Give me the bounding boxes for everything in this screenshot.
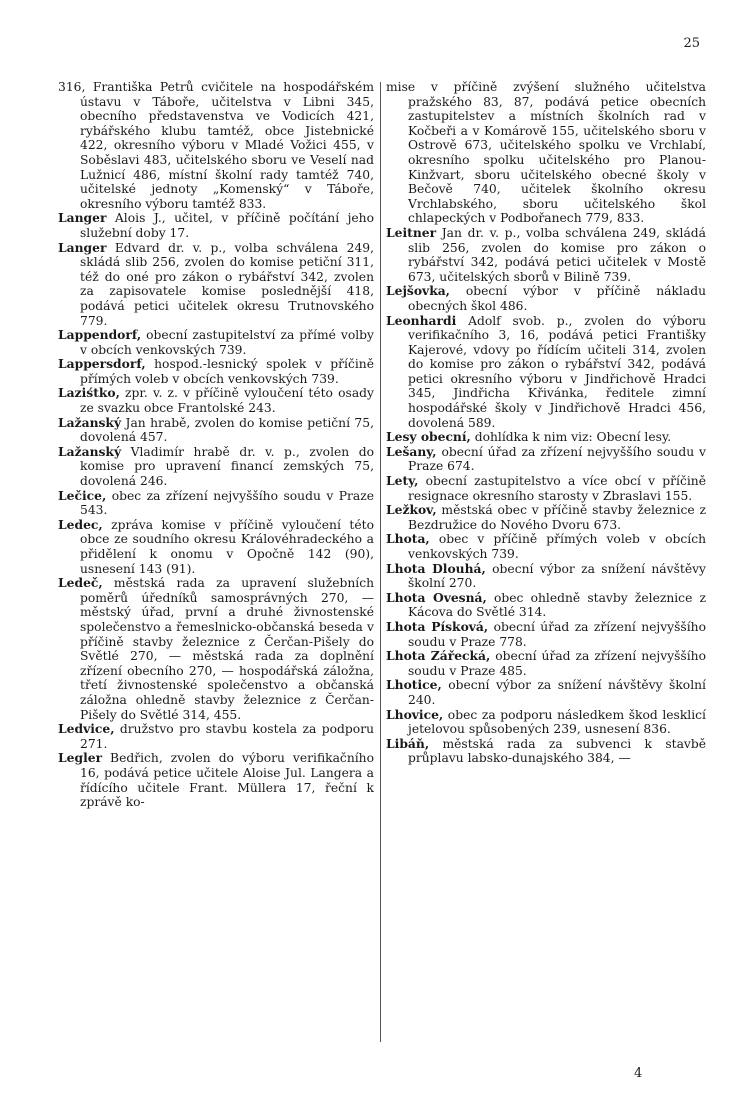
index-entry: Lešany, obecní úřad za zřízení nejvyššího soudu v Praze 674.: [386, 443, 706, 474]
index-entry: mise v příčině zvýšení služného učitelstva pražského 83, 87, podává petice obecních zastupitelstev a místních školních rad v Kočbeři a v Komárově 155, učitelského sboru v Ostrově 673, učitelského spolku ve Vrchlabí, okresního spolku učitelského pro Planou-Kinžvart, sboru učitelského obecné školy v Bečově 740, učitelek školního okresu Vrchlabského, sboru učitelského škol chlapeckých v Podbořanech 779, 833.: [386, 80, 706, 226]
index-entry: Laziśtko, zpr. v. z. v příčině vyloučení této osady ze svazku obce Frantolské 243.: [58, 385, 374, 416]
index-entry: Ledec, zpráva komise v příčině vyloučení této obce ze soudního okresu Královéhradeckého a přidělení k onomu v Opočně 142 (90), usnesení 143 (91).: [58, 516, 374, 576]
index-entry: Ledeč, městská rada za upravení služebních poměrů úředníků samosprávných 270, — městský úřad, první a druhé živnostenské společenstvo a řemeslnicko-občanská beseda v příčině stavby železnice z Čerčan-Pišely do Světlé 270, — městská rada za doplnění zřízení obecního 270, — hospodářská záložna, třetí živnostenské společenstvo a občanská záložna ohledně stavby železnice z Čerčan-Pišely do Světlé 314, 455.: [58, 575, 374, 722]
index-entry: Lhota, obec v příčině přímých voleb v obcích venkovských 739.: [386, 531, 706, 561]
column-divider: [380, 82, 381, 1042]
index-entry: Ležkov, městská obec v příčině stavby železnice z Bezdružice do Nového Dvoru 673.: [386, 502, 706, 532]
index-entry: Lhota Ovesná, obec ohledně stavby železnice z Kácova do Světlé 314.: [386, 589, 706, 620]
index-entry: Langer Alois J., učitel, v příčině počítání jeho služební doby 17.: [58, 210, 374, 240]
index-entry: Ledvice, družstvo pro stavbu kostela za podporu 271.: [58, 721, 374, 751]
index-entry: Lappendorf, obecní zastupitelství za přímé volby v obcích venkovských 739.: [58, 327, 374, 357]
index-entry: Lety, obecní zastupitelstvo a více obcí v příčině resignace okresního starosty v Zbraslavi 155.: [386, 473, 706, 503]
index-column-left: [58, 80, 374, 810]
index-entry: Leonhardi Adolf svob. p., zvolen do výboru verifikačního 3, 16, podává petici Františky Kajerové, vdovy po řídícím učiteli 314, zvolen do komise pro zákon o rybářství 342, podává petici okresního výboru v Jindřichově Hradci 345, Jindřicha Křivánka, ředitele zimní hospodářské školy v Jindřichově Hradci 456, dovolená 589.: [386, 312, 706, 430]
index-entry: Lažanský Jan hrabě, zvolen do komise petiční 75, dovolená 457.: [58, 414, 374, 445]
index-entry: Lesy obecní, dohlídka k nim viz: Obecní lesy.: [386, 429, 672, 445]
index-entry: Lhovice, obec za podporu následkem škod lesklicí jetelovou spůsobených 239, usnesení 836.: [386, 706, 706, 737]
index-entry: Leitner Jan dr. v. p., volba schválena 249, skládá slib 256, zvolen do komise pro zákon o rybářství 342, podává petici učitelek v Mostě 673, učitelských sborů v Bilině 739.: [386, 224, 706, 284]
index-entry: Lhota Písková, obecní úřad za zřízení nejvyššího soudu v Praze 778.: [386, 618, 707, 649]
index-entry: Lhota Zářecká, obecní úřad za zřízení nejvyššího soudu v Praze 485.: [386, 648, 706, 678]
index-entry: Lappersdorf, hospod.-lesnický spolek v příčině přímých voleb v obcích venkovských 739.: [58, 356, 374, 386]
index-entry: Langer Edvard dr. v. p., volba schválena 249, skládá slib 256, zvolen do komise petiční 311, též do oné pro zákon o rybářství 342, zvolen za zapisovatele komise poslednější 418, podává petici učitelek okresu Trutnovského 779.: [58, 239, 374, 328]
index-entry: Lečice, obec za zřízení nejvyššího soudu v Praze 543.: [58, 487, 374, 518]
signature-mark: 4: [634, 1066, 643, 1081]
index-column-right: [386, 80, 706, 766]
index-entry: Lhota Dlouhá, obecní výbor za snížení návštěvy školní 270.: [386, 560, 706, 591]
index-entry: Lejšovka, obecní výbor v příčině nákladu obecných škol 486.: [386, 283, 706, 313]
page-number: 25: [683, 36, 700, 51]
index-entry: Libáň, městská rada za subvenci k stavbě průplavu labsko-dunajského 384, —: [386, 735, 706, 766]
index-entry: Lhotice, obecní výbor za snížení návštěvy školní 240.: [386, 677, 706, 707]
index-entry: 316, Františka Petrů cvičitele na hospodářském ústavu v Táboře, učitelstva v Libni 345, obecního představenstva ve Vodicích 421, rybářského klubu tamtéž, obce Jistebnické 422, okresního výboru v Mladé Vožici 455, v Soběslavi 483, učitelského sboru ve Veselí nad Lužnicí 486, místní školní rady tamtéž 740, učitelské jednoty „Komenský“ v Táboře, okresního výboru tamtéž 833.: [58, 80, 374, 211]
index-entry: Legler Bedřich, zvolen do výboru verifikačního 16, podává petice učitele Aloise Jul. Langera a řídícího učitele Frant. Müllera 17, řeční k zprávě ko-: [58, 750, 374, 810]
index-entry: Lažanský Vladimír hrabě dr. v. p., zvolen do komise pro upravení financí zemských 75, dovolená 246.: [58, 443, 374, 489]
